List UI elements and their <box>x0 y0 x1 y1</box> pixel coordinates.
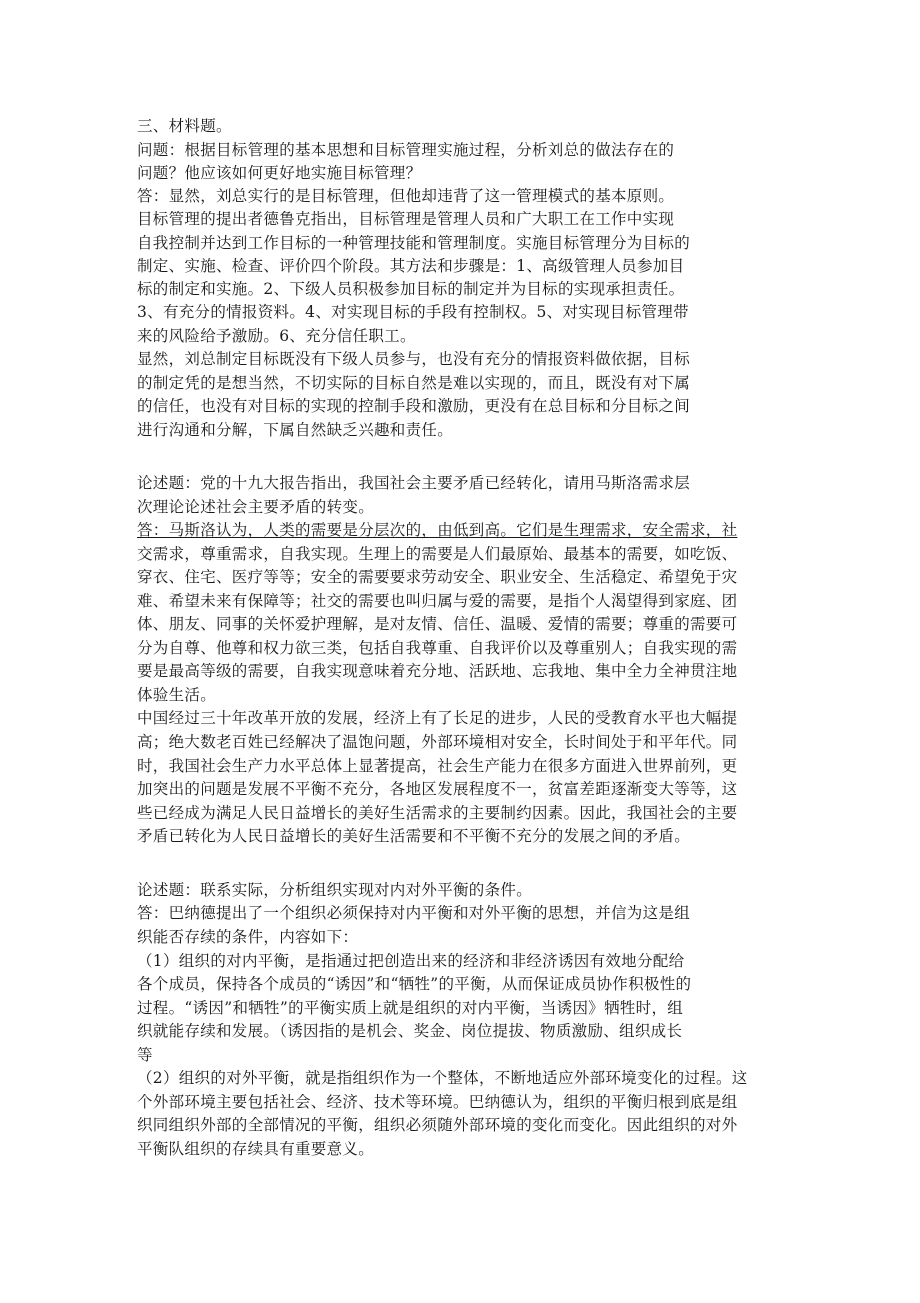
essay-answer-line: 织能否存续的条件，内容如下： <box>137 928 359 946</box>
essay-answer-line: 织同组织外部的全部情况的平衡，组织必须随外部环境的变化而变化。因此组织的对外 <box>137 1116 738 1134</box>
essay-answer-line: 穿衣、住宅、医疗等等；安全的需要要求劳动安全、职业安全、生活稳定、希望免于灾 <box>137 568 738 586</box>
answer-line: 答：显然，刘总实行的是目标管理，但他却违背了这一管理模式的基本原则。 <box>137 187 675 205</box>
answer-line: 目标管理的提出者德鲁克指出，目标管理是管理人员和广大职工在工作中实现 <box>137 210 675 228</box>
essay-answer-line: 矛盾已转化为人民日益增长的美好生活需要和不平衡不充分的发展之间的矛盾。 <box>137 827 691 845</box>
essay-answer-line: 答：巴纳德提出了一个组织必须保持对内平衡和对外平衡的思想，并信为这是组 <box>137 904 691 922</box>
answer-line: 的信任，也没有对目标的实现的控制手段和激励，更没有在总目标和分目标之间 <box>137 397 691 415</box>
question-line: 问题？他应该如何更好地实施目标管理？ <box>137 164 422 182</box>
question-line: 问题：根据目标管理的基本思想和目标管理实施过程，分析刘总的做法存在的 <box>137 141 675 159</box>
essay-answer-line: 交需求，尊重需求，自我实现。生理上的需要是人们最原始、最基本的需要，如吃饭、 <box>137 545 738 563</box>
essay-question-line: 论述题：联系实际，分析组织实现对内对外平衡的条件。 <box>137 881 533 899</box>
essay-answer-line: 过程。“诱因”和牺牲”的平衡实质上就是组织的对内平衡，当诱因》牺牲时，组 <box>137 999 684 1017</box>
essay-answer-line: （1）组织的对内平衡，是指通过把创造出来的经济和非经济诱因有效地分配给 <box>137 952 685 970</box>
answer-line: 制定、实施、检查、评价四个阶段。其方法和步骤是：1、高级管理人员参加目 <box>137 257 685 275</box>
section-heading-material: 三、材料题。 <box>137 117 232 135</box>
essay-answer-line: 体、朋友、同事的关怀爱护理解，是对友情、信任、温暖、爱情的需要；尊重的需要可 <box>137 615 738 633</box>
essay-answer-line: 加突出的问题是发展不平衡不充分，各地区发展程度不一，贫富差距逐渐变大等等，这 <box>137 780 738 798</box>
essay-answer-line: 要是最高等级的需要，自我实现意味着充分地、活跃地、忘我地、集中全力全神贯注地 <box>137 662 738 680</box>
essay-answer-line: 些已经成为满足人民日益增长的美好生活需求的主要制约因素。因此，我国社会的主要 <box>137 804 738 822</box>
essay-answer-line: 平衡队组织的存续具有重要意义。 <box>137 1140 375 1158</box>
essay-question-line: 论述题：党的十九大报告指出，我国社会主要矛盾已经转化，请用马斯洛需求层 <box>137 474 691 492</box>
essay-answer-line: 个外部环境主要包括社会、经济、技术等环境。巴纳德认为，组织的平衡归根到底是组 <box>137 1093 738 1111</box>
essay-answer-line: 时，我国社会生产力水平总体上显著提高，社会生产能力在很多方面进入世界前列，更 <box>137 757 738 775</box>
essay-answer-line: 高；绝大数老百姓已经解决了温饱问题，外部环境相对安全，长时间处于和平年代。同 <box>137 733 738 751</box>
essay-answer-line: 等 <box>137 1046 153 1064</box>
answer-line: 3、有充分的情报资料。4、对实现目标的手段有控制权。5、对实现目标管理带 <box>137 303 689 321</box>
answer-line: 的制定凭的是想当然，不切实际的目标自然是难以实现的，而且，既没有对下属 <box>137 374 691 392</box>
essay-answer-line: 各个成员，保持各个成员的“诱因”和“牺牲”的平衡，从而保证成员协作积极性的 <box>137 975 692 993</box>
essay-answer-line: 答：马斯洛认为，人类的需要是分层次的，由低到高。它们是生理需求，安全需求，社 <box>137 521 738 539</box>
answer-line: 来的风险给予激励。6、充分信任职工。 <box>137 327 416 345</box>
essay-answer-line: 织就能存续和发展。（诱因指的是机会、奖金、岗位提拔、物质激励、组织成长 <box>137 1022 683 1040</box>
answer-line: 自我控制并达到工作目标的一种管理技能和管理制度。实施目标管理分为目标的 <box>137 234 691 252</box>
essay-answer-line: 难、希望未来有保障等；社交的需要也叫归属与爱的需要，是指个人渴望得到家庭、团 <box>137 592 738 610</box>
essay-answer-line: 分为自尊、他尊和权力欲三类，包括自我尊重、自我评价以及尊重别人；自我实现的需 <box>137 639 738 657</box>
answer-line: 标的制定和实施。2、下级人员积极参加目标的制定并为目标的实现承担责任。 <box>137 280 685 298</box>
essay-question-line: 次理论论述社会主要矛盾的转变。 <box>137 498 375 516</box>
essay-answer-line: （2）组织的对外平衡，就是指组织作为一个整体，不断地适应外部环境变化的过程。这 <box>137 1069 748 1087</box>
answer-line: 进行沟通和分解，下属自然缺乏兴趣和责任。 <box>137 421 454 439</box>
answer-line: 显然，刘总制定目标既没有下级人员参与，也没有充分的情报资料做依据，目标 <box>137 350 691 368</box>
essay-answer-line: 中国经过三十年改革开放的发展，经济上有了长足的进步，人民的受教育水平也大幅提 <box>137 709 738 727</box>
essay-answer-line: 体验生活。 <box>137 686 217 704</box>
